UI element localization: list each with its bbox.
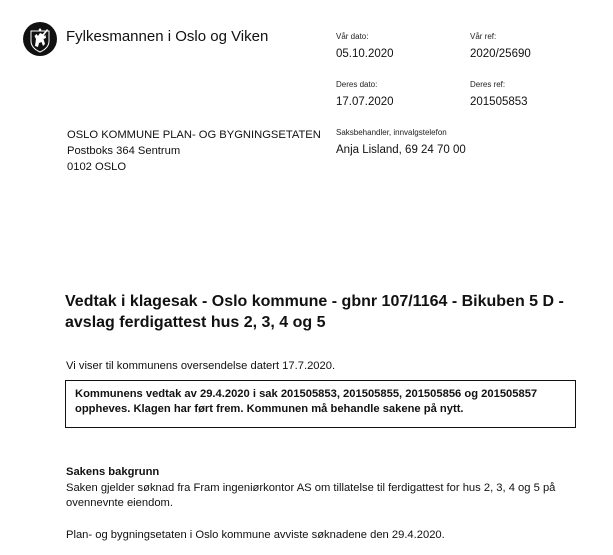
organization-name: Fylkesmannen i Oslo og Viken (66, 28, 269, 45)
your-ref: 201505853 (470, 96, 528, 108)
your-date: 17.07.2020 (336, 96, 394, 108)
our-date: 05.10.2020 (336, 48, 394, 60)
recipient-postal: 0102 OSLO (67, 161, 127, 173)
background-paragraph-2: Plan- og bygningsetaten i Oslo kommune avviste søknadene den 29.4.2020. (66, 529, 445, 541)
decision-text: Kommunens vedtak av 29.4.2020 i sak 201505853, 201505855, 201505856 og 201505857 oppheves. Klagen har ført frem. Kommunen må behandle sakene på nytt. (75, 388, 538, 415)
recipient-name: OSLO KOMMUNE PLAN- OG BYGNINGSETATEN (67, 129, 321, 141)
recipient-po-box: Postboks 364 Sentrum (67, 145, 181, 157)
decision-box (65, 380, 576, 428)
your-ref-label: Deres ref: (470, 80, 506, 89)
your-date-label: Deres dato: (336, 80, 378, 89)
background-heading: Sakens bakgrunn (66, 466, 160, 478)
coat-of-arms-logo (23, 22, 57, 56)
case-handler-label: Saksbehandler, innvalgstelefon (336, 128, 447, 137)
our-date-label: Vår dato: (336, 32, 369, 41)
our-ref: 2020/25690 (470, 48, 531, 60)
case-handler: Anja Lisland, 69 24 70 00 (336, 144, 466, 156)
background-paragraph-1: Saken gjelder søknad fra Fram ingeniørkontor AS om tillatelse til ferdigattest for hus 2, 3, 4 og 5 på ovennevnte eiendom. (66, 482, 556, 509)
intro-text: Vi viser til kommunens oversendelse datert 17.7.2020. (66, 360, 336, 372)
our-ref-label: Vår ref: (470, 32, 497, 41)
letter-title: Vedtak i klagesak - Oslo kommune - gbnr 107/1164 - Bikuben 5 D - avslag ferdigattest hus 2, 3, 4 og 5 (65, 293, 564, 331)
recipient-address (67, 127, 321, 175)
